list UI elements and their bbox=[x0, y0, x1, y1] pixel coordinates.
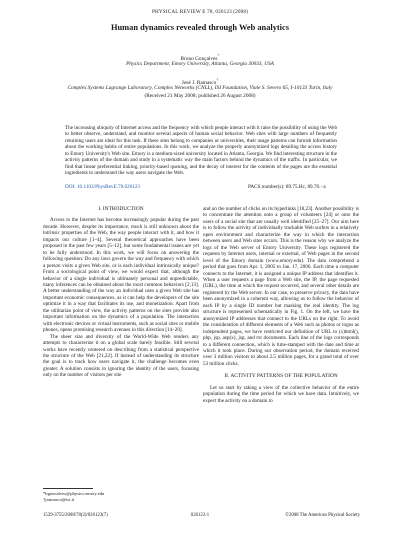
author-2-name: José J. Ramasco bbox=[181, 79, 217, 86]
section-heading-activity-patterns: II. ACTIVITY PATTERNS OF THE POPULATION bbox=[224, 373, 338, 380]
footer-copyright: ©2008 The American Physical Society bbox=[285, 513, 360, 518]
right-column bbox=[203, 206, 359, 404]
footnotes bbox=[43, 491, 104, 503]
left-column bbox=[43, 206, 199, 379]
section-heading-introduction: I. INTRODUCTION bbox=[98, 206, 144, 212]
footer-page-number: 026123-1 bbox=[190, 513, 210, 518]
intro-paragraph-2: The sheer size and diversity of the World-Wide Web renders any attempts to characterize it on a global scale barely feasible. Still several works have recently centered on describing from a statistical perspective the structure of the Web [21,22]. If instead of understanding its structure the goal is to track how users navigate it, the challenge becomes even greater. A solution consists in ignoring the identity of the users, focusing only on the number of visitors per site bbox=[43, 333, 199, 379]
journal-header: PHYSICAL REVIEW E 78, 026123 (2008) bbox=[151, 9, 249, 15]
paper-title: Human dynamics revealed through Web analytics bbox=[111, 23, 289, 32]
doi-link[interactable]: DOI: 10.1103/PhysRevE.78.026123 bbox=[65, 184, 141, 190]
affiliation-2: Complex Systems Lagrange Laboratory, Complex Networks (CNLL), ISI Foundation, Viale S. Severo 65, I-10133 Turin, Italy bbox=[67, 85, 333, 91]
author-1-name: Bruno Gonçalves bbox=[180, 55, 218, 62]
intro-paragraph-3: and on the number of clicks on its hyperlinks [18,23]. Another possibility is to concentrate the attention onto a group of volunteers [24] or onto the users of a social site that are usually well identified [25–27]. Our aim here is to follow the activity of individually trackable Web surfers in a relatively open environment and characterize the way in which the interaction between users and Web sites occurs. This is the reason why we analyze the logs of the Web server of Emory University. These logs registered the requests by Internet users, internal or external, of Web pages in the second level of the Emory domain (www.emory.edu). The data comprehend a period that goes from Apr. 1, 2005 to Jan. 17, 2006. Each time a computer connects to the Internet, it is assigned a unique IP address that identifies it. When a user requests a page from a Web site, the IP, the page requested (URL), the time at which the request occurred, and several other details are registered by the Web server. In our case, to preserve privacy, the data have been anonymized in a coherent way, allowing us to follow the behavior of each IP by a single ID number but masking the real identity. The log structure is represented schematically in Fig. 1. On the left, we have the anonymized IP addresses that connect to the URLs on the right. To avoid the consideration of different elements of a Web such as photos or logos as independent pages, we have restricted our definition of URL to (x)html(), php, jsp, asp(x), jsp, and txt documents. Each line of the logs corresponds to a different connection, which is time-stamped with the date and time at which it took place. During our observation period, the domain received over 3 million visitors to about 2.5 million pages, for a grand total of over 53 million clicks. bbox=[203, 206, 359, 367]
footnote-divider bbox=[43, 488, 93, 489]
affiliation-1: Physics Department, Emory University, Atlanta, Georgia 30033, USA bbox=[126, 61, 274, 67]
intro-paragraph-1: Access to the Internet has become increasingly popular during the past decade. However, despite its importance, much is still unknown about the intrinsic properties of the Web, the way people interact with it, and how it impacts our culture [1–4]. Several theoretical approaches have been proposed in the past few years [5–12], but some fundamental issues are yet to be fully understood. In this work, we will focus on answering the following question: Do any laws govern the way and frequency with which a person visits a given Web site, or is each individual intrinsically unique? From a sociological point of view, we would expect that, although the behavior of a single individual is ultimately personal and unpredictable, many inferences can be obtained about the most common behaviors [2,13]. A better understanding of the way an individual uses a given Web site has important economic consequences, as it can help the developers of the site optimize it in a way that facilitates its use, and monetization. Apart from the utilitarian point of view, the activity patterns on the sites provide also important information on the dynamics of a population. The interaction with electronic devices or virtual instruments, such as social sites or mobile phones, opens promising research avenues in this direction [14–20]. bbox=[43, 217, 199, 334]
received-dates: (Received 21 May 2008; published 26 August 2008) bbox=[144, 93, 256, 99]
footnote-email-2[interactable]: †jramasco@isi.it bbox=[43, 497, 75, 502]
pacs-numbers: PACS number(s): 89.75.Hc, 89.70.−a bbox=[248, 184, 326, 190]
abstract: The increasing ubiquity of Internet access and the frequency with which people interact with it raise the possibility of using the Web to better observe, understand, and monitor several aspects of human social behavior. Web sites with large numbers of frequently returning users are ideal for this task. If these sites belong to companies or universities, their usage patterns can furnish information about the working habits of entire populations. In this work, we analyze the properly anonymized logs detailing the access history to Emory University's Web site. Emory is a medium-sized university located in Atlanta, Georgia. We find interesting structure in the activity patterns of the domain and study in a systematic way the main factors behind the dynamics of the traffic. In particular, we find that linear preferential linking, priority-based queuing, and the decay of interest for the contents of the pages are the essential ingredients to understand the way users navigate the Web. bbox=[65, 125, 338, 177]
footnote-email-1[interactable]: *bgoncalves@physics.emory.edu bbox=[43, 491, 105, 496]
footer-issn: 1539-3755/2008/78(2)/026123(7) bbox=[43, 513, 108, 518]
section2-paragraph-1: Let us start by taking a view of the collective behavior of the entire population during the time period for which we have data. Intuitively, we expect the activity on a domain to bbox=[203, 384, 359, 404]
author-1-footnote-mark[interactable]: * bbox=[217, 53, 220, 58]
author-2-footnote-mark[interactable]: † bbox=[216, 77, 219, 82]
